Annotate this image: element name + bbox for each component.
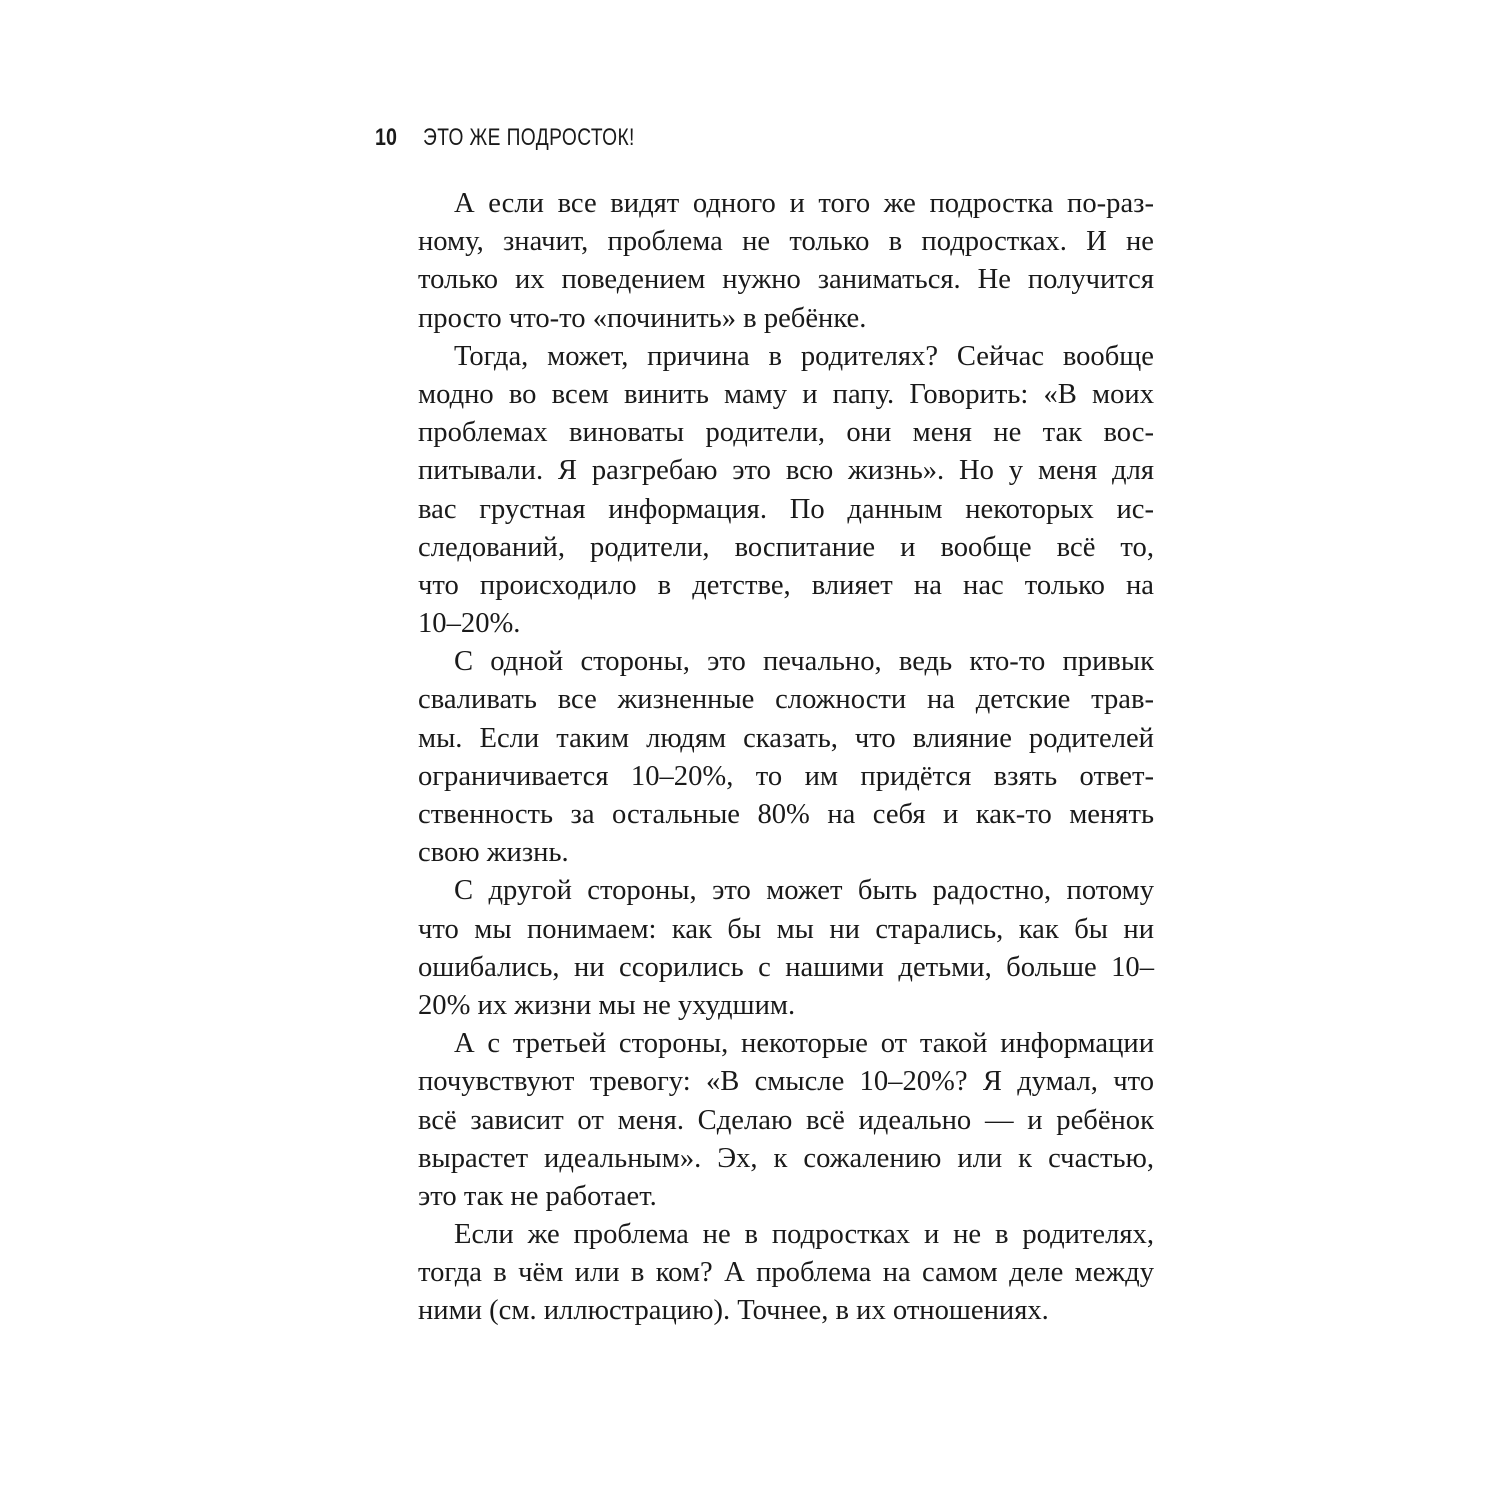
text-line: что происходило в детстве, влияет на нас только на <box>418 569 1154 601</box>
paragraph <box>418 643 1154 872</box>
text-line: ограничивается 10–20%, то им придётся взять ответ- <box>418 760 1154 792</box>
text-line: вырастет идеальным». Эх, к сожалению или к счастью, <box>418 1142 1154 1174</box>
paragraph <box>418 185 1154 338</box>
text-line: что мы понимаем: как бы мы ни старались, как бы ни <box>418 913 1154 945</box>
paragraph <box>418 1025 1154 1216</box>
text-line: мы. Если таким людям сказать, что влияние родителей <box>418 722 1154 754</box>
running-head <box>375 124 688 156</box>
paragraph <box>418 872 1154 1025</box>
text-line: А если все видят одного и того же подростка по-раз- <box>454 188 1154 219</box>
paragraph <box>418 1216 1154 1331</box>
text-line: Если же проблема не в подростках и не в родителях, <box>454 1219 1154 1251</box>
body-text <box>418 185 1154 1331</box>
text-line: ственность за остальные 80% на себя и как-то менять <box>418 799 1154 830</box>
text-line: А с третьей стороны, некоторые от такой информации <box>454 1028 1154 1060</box>
text-line: 10–20%. <box>418 608 521 640</box>
page-number: 10 <box>375 124 397 151</box>
text-line: ними (см. иллюстрацию). Точнее, в их отношениях. <box>418 1295 1049 1327</box>
text-line: Тогда, может, причина в родителях? Сейчас вообще <box>454 340 1154 372</box>
book-title: ЭТО ЖЕ ПОДРОСТОК! <box>423 124 635 151</box>
text-line: сваливать все жизненные сложности на детские трав- <box>418 684 1154 716</box>
text-line: модно во всем винить маму и папу. Говорить: «В моих <box>418 378 1154 410</box>
text-line: питывали. Я разгребаю это всю жизнь». Но у меня для <box>418 455 1154 487</box>
text-line: это так не работает. <box>418 1180 657 1212</box>
text-line: 20% их жизни мы не ухудшим. <box>418 989 796 1021</box>
text-line: вас грустная информация. По данным некоторых ис- <box>418 493 1154 525</box>
paragraph <box>418 338 1154 644</box>
text-line: только их поведением нужно заниматься. Не получится <box>418 264 1154 296</box>
text-line: С одной стороны, это печально, ведь кто-то привык <box>454 646 1154 678</box>
text-line: почувствуют тревогу: «В смысле 10–20%? Я думал, что <box>418 1066 1154 1098</box>
text-line: следований, родители, воспитание и вообще всё то, <box>418 531 1154 563</box>
text-line: ошибались, ни ссорились с нашими детьми, больше 10– <box>418 951 1154 983</box>
text-line: свою жизнь. <box>418 837 569 869</box>
text-line: всё зависит от меня. Сделаю всё идеально — и ребёнок <box>418 1104 1154 1136</box>
text-line: С другой стороны, это может быть радостно, потому <box>454 875 1154 907</box>
text-line: проблемах виноваты родители, они меня не так вос- <box>418 417 1154 449</box>
text-line: тогда в чём или в ком? А проблема на самом деле между <box>418 1257 1154 1289</box>
text-line: ному, значит, проблема не только в подростках. И не <box>418 226 1154 258</box>
text-line: просто что-то «починить» в ребёнке. <box>418 302 867 334</box>
